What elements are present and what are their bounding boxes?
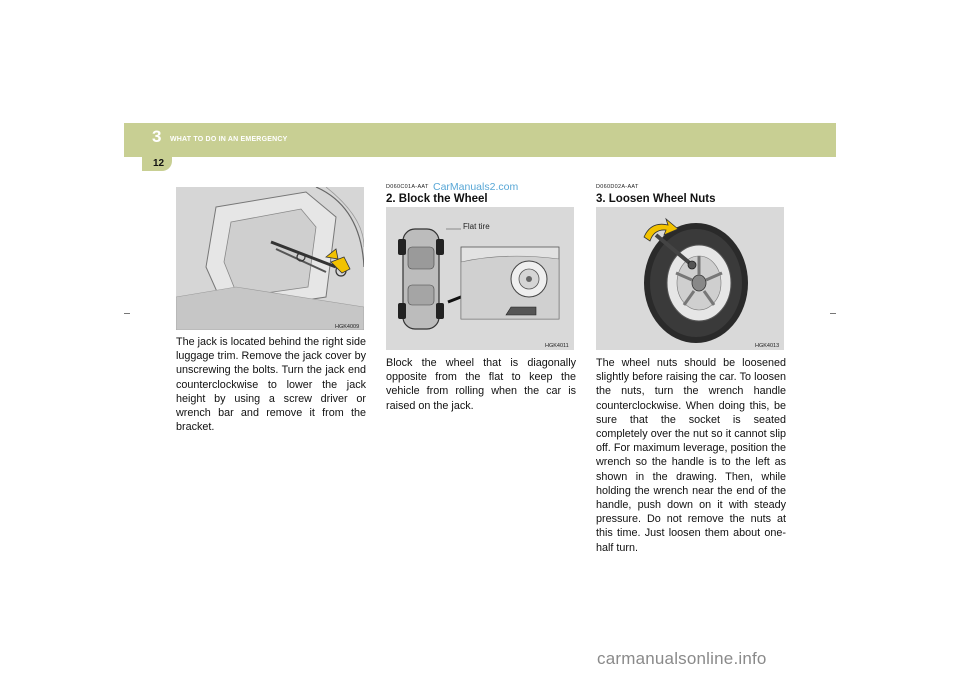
- wheel-wrench-illustration: [596, 207, 784, 350]
- section-code-loosen-nuts: D060D02A-AAT: [596, 184, 639, 190]
- page-number: 12: [153, 158, 165, 169]
- margin-mark-left: [124, 313, 130, 314]
- heading-loosen-nuts: 3. Loosen Wheel Nuts: [596, 193, 716, 205]
- figure-code-hgk4013: HGK4013: [755, 343, 780, 349]
- jack-illustration: [176, 187, 364, 330]
- heading-block-wheel: 2. Block the Wheel: [386, 193, 488, 205]
- loosen-nuts-figure: [596, 207, 784, 350]
- watermark-bottom-link[interactable]: carmanualsonline.info: [597, 649, 767, 668]
- figure-code-hgk4011: HGK4011: [545, 343, 569, 349]
- watermark-top-link[interactable]: CarManuals2.com: [433, 181, 519, 193]
- figure-code-hgk4009: HGK4009: [335, 324, 360, 330]
- section-code-block-wheel: D060C01A-AAT: [386, 184, 429, 190]
- loosen-nuts-text: The wheel nuts should be loosened slightly before raising the car. To loosen the nuts, turn the wrench handle counterclockwise. When doing this, be sure that the socket is seated completely over the nut so it cannot slip off. For maximum leverage, position the wrench so the handle is to the left as shown in the drawing. Then, while holding the wrench near the end of the handle, push down on it with steady pressure. Do not remove the nuts at this time. Just loosen them about one-half turn.: [596, 357, 786, 554]
- jack-location-text: The jack is located behind the right side luggage trim. Remove the jack cover by unscrewing the bolts. Turn the jack end counterclockwise to lower the jack height by using a screw driver or wrench bar and remove it from the bracket.: [176, 336, 366, 434]
- jack-location-figure: [176, 187, 364, 330]
- flat-tire-label: Flat tire: [463, 222, 490, 231]
- block-wheel-text: Block the wheel that is diagonally opposite from the flat to keep the vehicle from rolling when the car is raised on the jack.: [386, 357, 576, 412]
- chapter-title: WHAT TO DO IN AN EMERGENCY: [170, 136, 288, 143]
- chapter-number: 3: [152, 127, 162, 146]
- margin-mark-right: [830, 313, 836, 314]
